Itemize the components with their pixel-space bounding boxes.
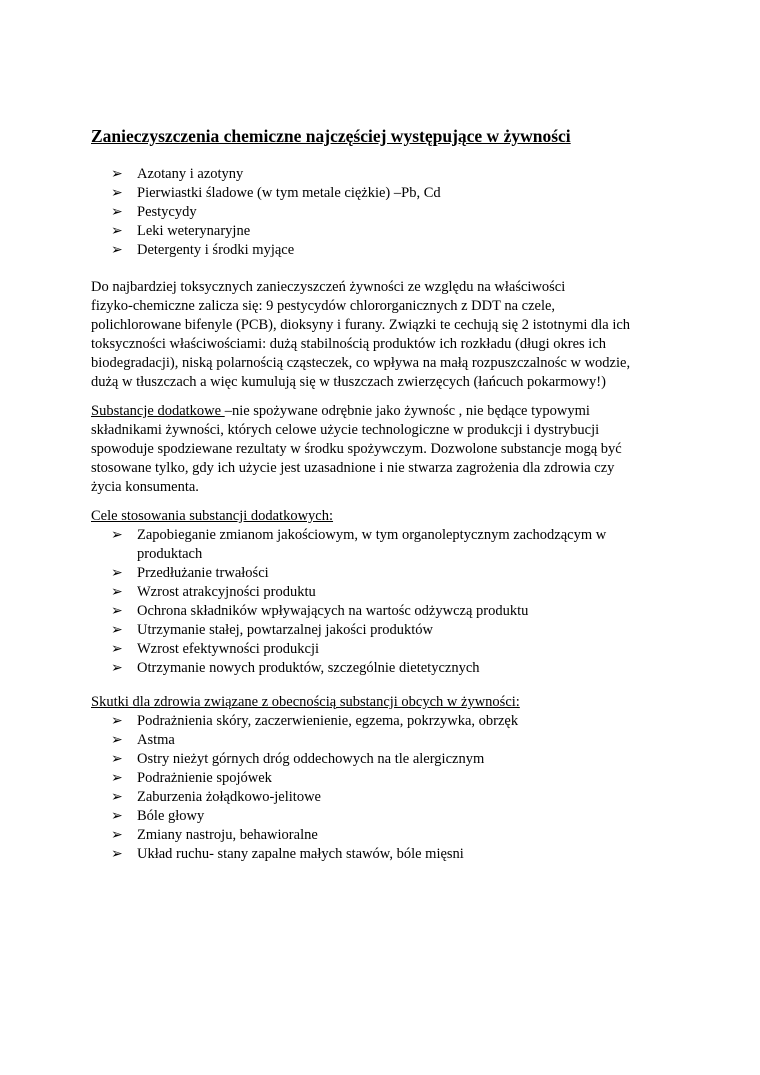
arrowhead-bullet-icon: ➢: [111, 603, 123, 619]
arrowhead-bullet-icon: ➢: [111, 846, 123, 862]
list-item: ➢ Wzrost atrakcyjności produktu: [111, 584, 316, 600]
document-title: Zanieczyszczenia chemiczne najczęściej występujące w żywności: [91, 126, 571, 146]
arrowhead-bullet-icon: ➢: [111, 827, 123, 843]
list-item: ➢ Wzrost efektywności produkcji: [111, 641, 320, 657]
arrowhead-bullet-icon: ➢: [111, 713, 123, 729]
list-item: ➢ Bóle głowy: [111, 808, 205, 824]
contaminants-list: [0, 165, 657, 260]
arrowhead-bullet-icon: ➢: [111, 242, 123, 258]
list-item: ➢ Zaburzenia żołądkowo-jelitowe: [111, 789, 321, 805]
list-item: ➢ Utrzymanie stałej, powtarzalnej jakości produktów: [111, 622, 433, 638]
arrowhead-bullet-icon: ➢: [111, 584, 123, 600]
arrowhead-bullet-icon: ➢: [111, 808, 123, 824]
list-item: ➢ Zapobieganie zmianom jakościowym, w tym organoleptycznym zachodzącym w produktach: [111, 527, 607, 562]
arrowhead-bullet-icon: ➢: [111, 204, 123, 220]
arrowhead-bullet-icon: ➢: [111, 789, 123, 805]
list-item: ➢ Detergenty i środki myjące: [111, 242, 295, 258]
list-item: ➢ Układ ruchu- stany zapalne małych stawów, bóle mięsni: [111, 846, 464, 862]
arrowhead-bullet-icon: ➢: [111, 622, 123, 638]
arrowhead-bullet-icon: ➢: [111, 223, 123, 239]
arrowhead-bullet-icon: ➢: [111, 641, 123, 657]
arrowhead-bullet-icon: ➢: [111, 660, 123, 676]
list-item: ➢ Azotany i azotyny: [111, 166, 244, 182]
arrowhead-bullet-icon: ➢: [111, 751, 123, 767]
additives-definition-paragraph: Substancje dodatkowe –nie spożywane odrębnie jako żywnośc , nie będące typowymi składnikami żywności, których celowe użycie technologiczne w produkcji i dystrybucji spowoduje spodziewane rezultaty w środku spożywczym. Dozwolone substancje mogą być stosowane tylko, gdy ich użycie jest uzasadnione i nie stwarza zagrożenia dla zdrowia czy życia konsumenta.: [91, 403, 622, 495]
list-item: ➢ Ochrona składników wpływających na wartośc odżywczą produktu: [111, 603, 529, 619]
list-item: ➢ Otrzymanie nowych produktów, szczególnie dietetycznych: [111, 660, 480, 676]
additives-term: Substancje dodatkowe: [91, 403, 225, 419]
list-item: ➢ Podrażnienie spojówek: [111, 770, 272, 786]
list-item: ➢ Podrażnienia skóry, zaczerwienienie, egzema, pokrzywka, obrzęk: [111, 713, 519, 729]
arrowhead-bullet-icon: ➢: [111, 732, 123, 748]
list-item: ➢ Astma: [111, 732, 175, 748]
list-item: ➢ Leki weterynaryjne: [111, 223, 251, 239]
arrowhead-bullet-icon: ➢: [111, 185, 123, 201]
arrowhead-bullet-icon: ➢: [111, 166, 123, 182]
health-effects-list: [0, 712, 657, 864]
list-item: ➢ Przedłużanie trwałości: [111, 565, 269, 581]
goals-list: [0, 526, 657, 678]
arrowhead-bullet-icon: ➢: [111, 527, 123, 543]
list-item: ➢ Pestycydy: [111, 204, 197, 220]
health-effects-heading: Skutki dla zdrowia związane z obecnością substancji obcych w żywności:: [91, 694, 520, 710]
toxic-contaminants-paragraph: Do najbardziej toksycznych zanieczyszczeń żywności ze względu na właściwości fizyko-chemiczne zalicza się: 9 pestycydów chlororganicznych z DDT na czele, polichlorowane bifenyle (PCB), dioksyny i furany. Związki te cechują się 2 istotnymi dla ich toksyczności właściwościami: dużą stabilnością produktów ich rozkładu (długi okres ich biodegradacji), niską polarnością cząsteczek, co wpływa na małą rozpuszczalnośc w wodzie, dużą w tłuszczach a więc kumulują się w tłuszczach zwierzęcych (łańcuch pokarmowy!): [91, 279, 631, 390]
arrowhead-bullet-icon: ➢: [111, 565, 123, 581]
goals-heading: Cele stosowania substancji dodatkowych:: [91, 508, 334, 524]
arrowhead-bullet-icon: ➢: [111, 770, 123, 786]
list-item: ➢ Pierwiastki śladowe (w tym metale ciężkie) –Pb, Cd: [111, 185, 441, 201]
list-item: ➢ Ostry nieżyt górnych dróg oddechowych na tle alergicznym: [111, 751, 485, 767]
list-item: ➢ Zmiany nastroju, behawioralne: [111, 827, 318, 843]
